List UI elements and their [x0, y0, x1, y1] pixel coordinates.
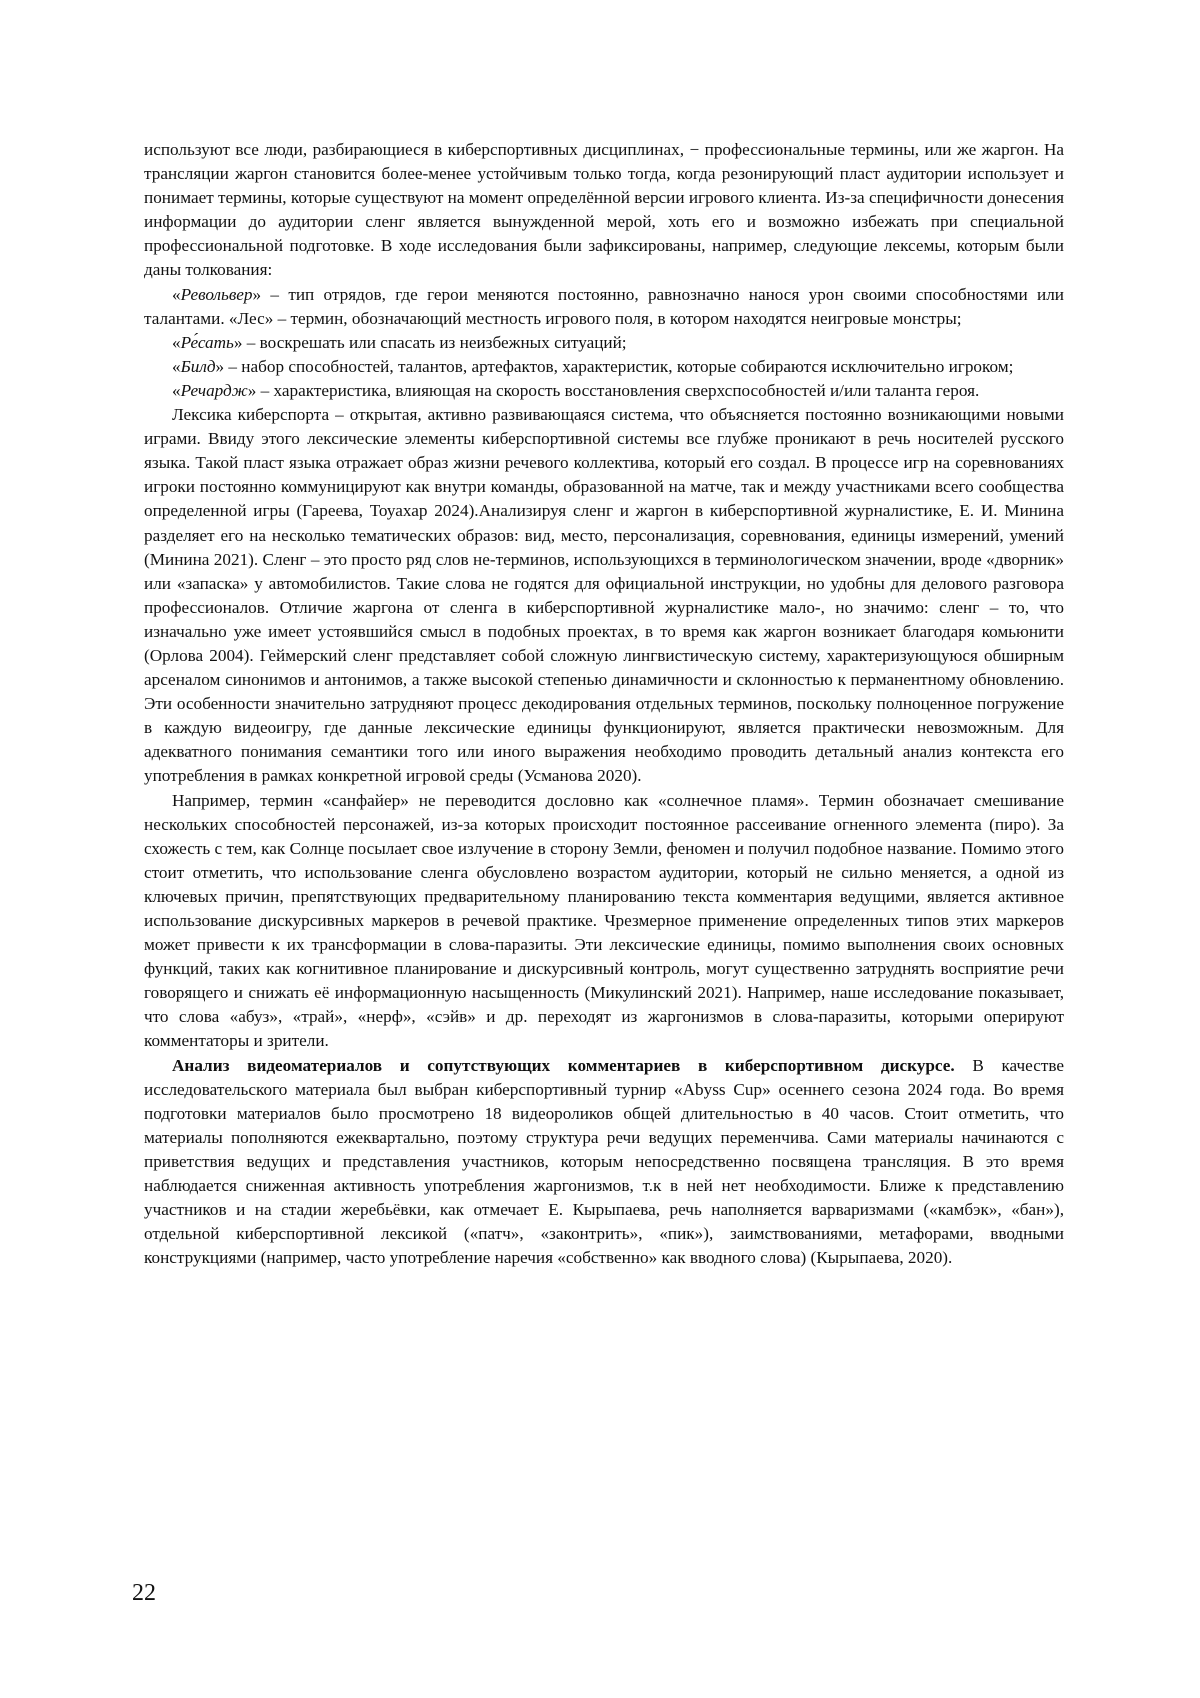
term-italic: Револьвер [180, 284, 253, 304]
paragraph-sunfire-example [144, 789, 1064, 1054]
term-definition: » – характеристика, влияющая на скорость восстановления сверхспособностей и/или таланта героя. [247, 380, 980, 400]
term-italic: Ре́сать [180, 332, 234, 352]
paragraph-text: Лексика киберспорта – открытая, активно развивающаяся система, что объясняется постоянно возникающими новыми играми. Ввиду этого лексические элементы киберспортивной системы все глубже проникают в речь носителей русского языка. Такой пласт языка отражает образ жизни речевого коллектива, который его создал. В процессе игр на соревнованиях игроки постоянно коммуницируют как внутри команды, образованной на матче, так и между участниками всего сообщества определенной игры (Гареева, Тоуахар 2024).Анализируя сленг и жаргон в киберспортивной журналистике, Е. И. Минина разделяет его на несколько тематических образов: вид, место, персонализация, соревнования, единицы измерений, умений (Минина 2021). Сленг – это просто ряд слов не-терминов, использующихся в терминологическом значении, вроде «дворник» или «запаска» у автомобилистов. Такие слова не годятся для официальной инструкции, но удобны для делового разговора профессионалов. Отличие жаргона от сленга в киберспортивной журналистике мало-, но значимо: сленг – то, что изначально уже имеет устоявшийся смысл в подобных проектах, в то время как жаргон возникает благодаря комьюнити (Орлова 2004). Геймерский сленг представляет собой сложную лингвистическую систему, характеризующуюся обширным арсеналом синонимов и антонимов, а также высокой степенью динамичности и склонностью к перманентному обновлению. Эти особенности значительно затрудняют процесс декодирования отдельных терминов, поскольку полноценное погружение в каждую видеоигру, где данные лексические единицы функционируют, является практически невозможным. Для адекватного понимания семантики того или иного выражения необходимо проводить детальный анализ контекста его употребления в рамках конкретной игровой среды (Усманова 2020). [144, 405, 1064, 786]
paragraph-text: Например, термин «санфайер» не переводится дословно как «солнечное пламя». Термин обозначает смешивание нескольких способностей персонажей, из-за которых происходит постоянное рассеивание огненного элемента (пиро). За схожесть с тем, как Солнце посылает свое излучение в сторону Земли, феномен и получил подобное название. Помимо этого стоит отметить, что использование сленга обусловлено возрастом аудитории, который не сильно меняется, а одной из ключевых причин, препятствующих предварительному планированию текста комментария ведущими, является активное использование дискурсивных маркеров в речевой практике. Чрезмерное применение определенных типов этих маркеров может привести к их трансформации в слова-паразиты. Эти лексические единицы, помимо выполнения своих основных функций, таких как когнитивное планирование и дискурсивный контроль, могут существенно затруднять восприятие речи говорящего и снижать её информационную насыщенность (Микулинский 2021). Например, наше исследование показывает, что слова «абуз», «трай», «нерф», «сэйв» и др. переходят из жаргонизмов в слова-паразиты, которыми оперируют комментаторы и зрители. [144, 790, 1064, 1051]
section-heading: Анализ видеоматериалов и сопутствующих комментариев в киберспортивном дискурсе. [172, 1055, 955, 1075]
paragraph-term-build: «Билд» – набор способностей, талантов, артефактов, характеристик, которые собираются исключительно игроком; [172, 356, 1014, 376]
page-number: 22 [132, 1580, 156, 1606]
term-italic: Билд [180, 356, 216, 376]
term-italic: Речардж [180, 380, 248, 400]
term-definition: » – тип отрядов, где герои меняются постоянно, равнозначно нанося урон своими способностями или талантами. «Лес» – термин, обозначающий местность игрового поля, в котором находятся неигровые монстры; [144, 284, 1064, 328]
paragraph-slang-intro [144, 138, 1064, 283]
paragraph-esports-lexicon [144, 403, 1064, 789]
paragraph-video-analysis [144, 1054, 1064, 1271]
term-definition: » – воскрешать или спасать из неизбежных ситуаций; [233, 332, 627, 352]
body-text [144, 138, 1064, 1270]
paragraph-text: используют все люди, разбирающиеся в киберспортивных дисциплинах, − профессиональные термины, или же жаргон. На трансляции жаргон становится более-менее устойчивым только тогда, когда резонирующий пласт аудитории использует и понимает термины, которые существуют на момент определённой версии игрового клиента. Из-за специфичности донесения информации до аудитории сленг является вынужденной мерой, хоть его и возможно избежать при специальной профессиональной подготовке. В ходе исследования были зафиксированы, например, следующие лексемы, которым были даны толкования: [144, 140, 1064, 280]
paragraph-term-resat: «Ре́сать» – воскрешать или спасать из неизбежных ситуаций; [172, 332, 627, 352]
term-definition: » – набор способностей, талантов, артефактов, характеристик, которые собираются исключительно игроком; [215, 356, 1014, 376]
paragraph-term-recharge: «Речардж» – характеристика, влияющая на скорость восстановления сверхспособностей и/или таланта героя. [172, 380, 980, 400]
paragraph-text: В качестве исследовательского материала был выбран киберспортивный турнир «Abyss Cup» осеннего сезона 2024 года. Во время подготовки материалов было просмотрено 18 видеороликов общей длительностью в 40 часов. Стоит отметить, что материалы пополняются ежеквартально, поэтому структура речи ведущих переменчива. Сами материалы начинаются с приветствия ведущих и представления участников, которым непосредственно посвящена трансляция. В это время наблюдается сниженная активность употребления жаргонизмов, т.к в ней нет необходимости. Ближе к представлению участников и на стадии жеребьёвки, как отмечает Е. Кырыпаева, речь наполняется варваризмами («камбэк», «бан»), отдельной киберспортивной лексикой («патч», «законтрить», «пик»), заимствованиями, метафорами, вводными конструкциями (например, часто употребление наречия «собственно» как вводного слова) (Кырыпаева, 2020). [144, 1055, 1064, 1268]
paragraph-term-revolver: «Револьвер» – тип отрядов, где герои меняются постоянно, равнозначно нанося урон своими способностями или талантами. «Лес» – термин, обозначающий местность игрового поля, в котором находятся неигровые монстры; [144, 284, 1064, 328]
